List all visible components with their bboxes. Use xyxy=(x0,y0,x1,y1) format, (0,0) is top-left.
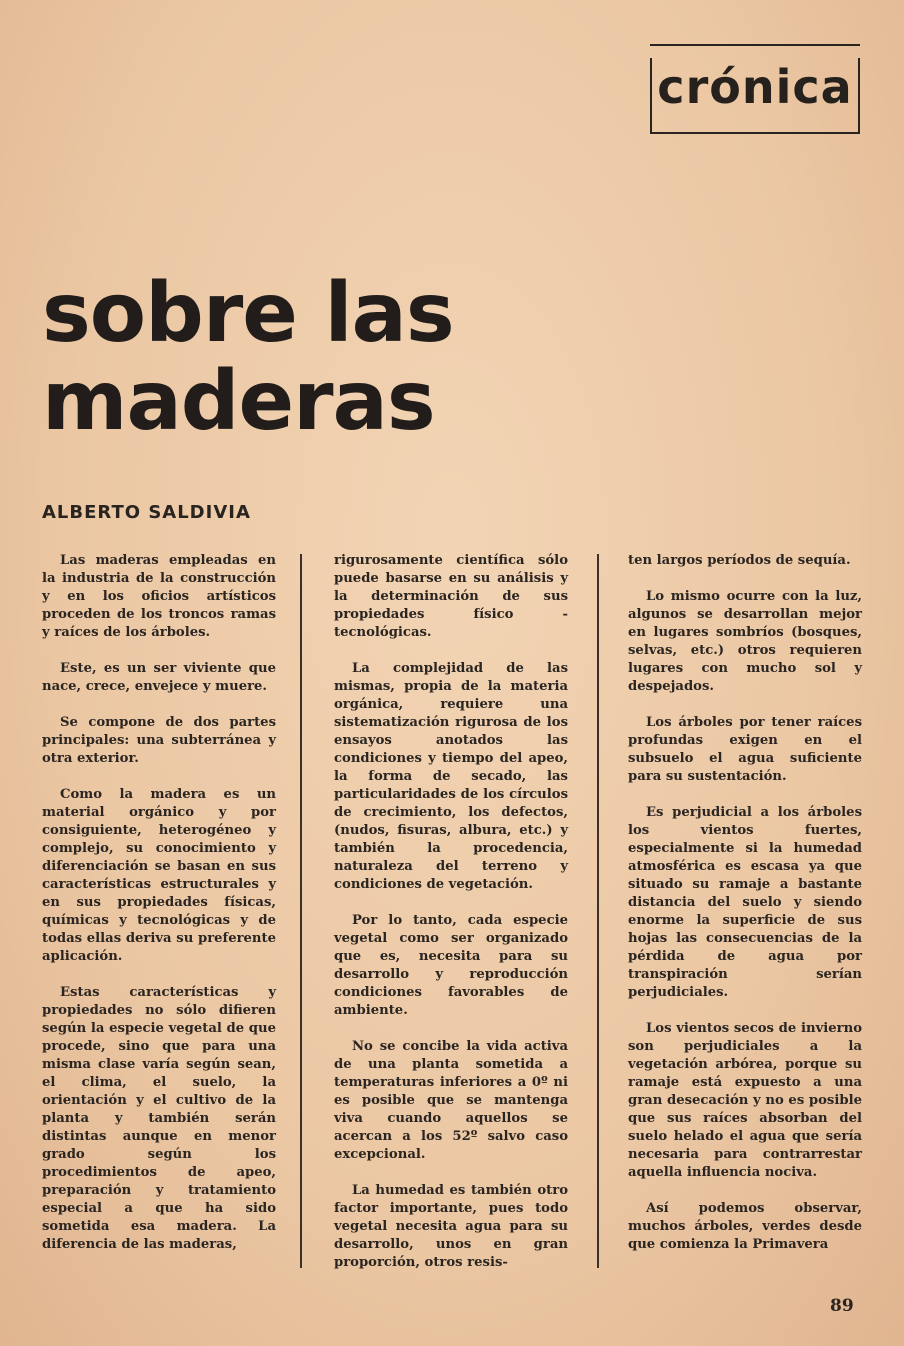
column-divider-2 xyxy=(597,554,599,1268)
paragraph: Las maderas empleadas en la industria de la construcción y en los oficios artísticos proceden de los troncos ramas y raíces de los árboles. xyxy=(42,553,276,640)
paragraph: rigurosamente científica sólo puede basarse en su análisis y la determinación de sus propiedades físico - tecnológicas. xyxy=(334,553,568,640)
column-divider-1 xyxy=(300,554,302,1268)
title-line-1: sobre las xyxy=(42,266,454,361)
text-column-3 xyxy=(628,552,862,1272)
paragraph: Como la madera es un material orgánico y por consiguiente, heterogéneo y complejo, su conocimiento y diferenciación se basan en sus características estructurales y en sus propiedades físicas, químicas y tecnológicas y de todas ellas deriva su preferente aplicación. xyxy=(42,787,276,964)
text-column-2 xyxy=(334,552,568,1290)
paragraph: Así podemos observar, muchos árboles, verdes desde que comienza la Primavera xyxy=(628,1201,862,1252)
paragraph: La complejidad de las mismas, propia de la materia orgánica, requiere una sistematización rigurosa de los ensayos anotados las condiciones y tiempo del apeo, la forma de secado, las particularidades de los círculos de crecimiento, los defectos, (nudos, fisuras, albura, etc.) y también la procedencia, naturaleza del terreno y condiciones de vegetación. xyxy=(334,661,568,892)
paragraph: La humedad es también otro factor importante, pues todo vegetal necesita agua para su desarrollo, unos en gran proporción, otros resis- xyxy=(334,1183,568,1270)
paragraph: Se compone de dos partes principales: una subterránea y otra exterior. xyxy=(42,715,276,766)
section-label: crónica xyxy=(657,60,853,114)
paragraph: Los árboles por tener raíces profundas exigen en el subsuelo el agua suficiente para su sustentación. xyxy=(628,715,862,784)
section-label-box xyxy=(650,44,860,134)
paragraph: Este, es un ser viviente que nace, crece, envejece y muere. xyxy=(42,661,276,694)
article-title xyxy=(42,266,454,449)
author-byline: ALBERTO SALDIVIA xyxy=(42,502,251,523)
paragraph: Por lo tanto, cada especie vegetal como ser organizado que es, necesita para su desarrollo y reproducción condiciones favorables de ambiente. xyxy=(334,913,568,1018)
paragraph: Los vientos secos de invierno son perjudiciales a la vegetación arbórea, porque su ramaje está expuesto a una gran desecación y no es posible que sus raíces absorban del suelo helado el agua que sería necesaria para contrarrestar aquella influencia nociva. xyxy=(628,1021,862,1180)
paragraph: Es perjudicial a los árboles los vientos fuertes, especialmente si la humedad atmosférica es escasa ya que situado su ramaje a bastante distancia del suelo y siendo enorme la superficie de sus hojas las consecuencias de la pérdida de agua por transpiración serían perjudiciales. xyxy=(628,805,862,1000)
paragraph: Lo mismo ocurre con la luz, algunos se desarrollan mejor en lugares sombríos (bosques, selvas, etc.) otros requieren lugares con mucho sol y despejados. xyxy=(628,589,862,694)
text-column-1 xyxy=(42,552,276,1272)
page-number: 89 xyxy=(830,1296,854,1316)
title-line-2: maderas xyxy=(42,354,435,449)
paragraph: No se concibe la vida activa de una planta sometida a temperaturas inferiores a 0º ni es posible que se mantenga viva cuando aquellos se acercan a los 52º salvo caso excepcional. xyxy=(334,1039,568,1162)
paragraph: ten largos períodos de sequía. xyxy=(628,553,851,568)
paragraph: Estas características y propiedades no sólo difieren según la especie vegetal de que procede, sino que para una misma clase varía según sean, el clima, el suelo, la orientación y el cultivo de la planta y también serán distintas aunque en menor grado según los procedimientos de apeo, preparación y tratamiento especial a que ha sido sometida esa madera. La diferencia de las maderas, xyxy=(42,985,276,1252)
